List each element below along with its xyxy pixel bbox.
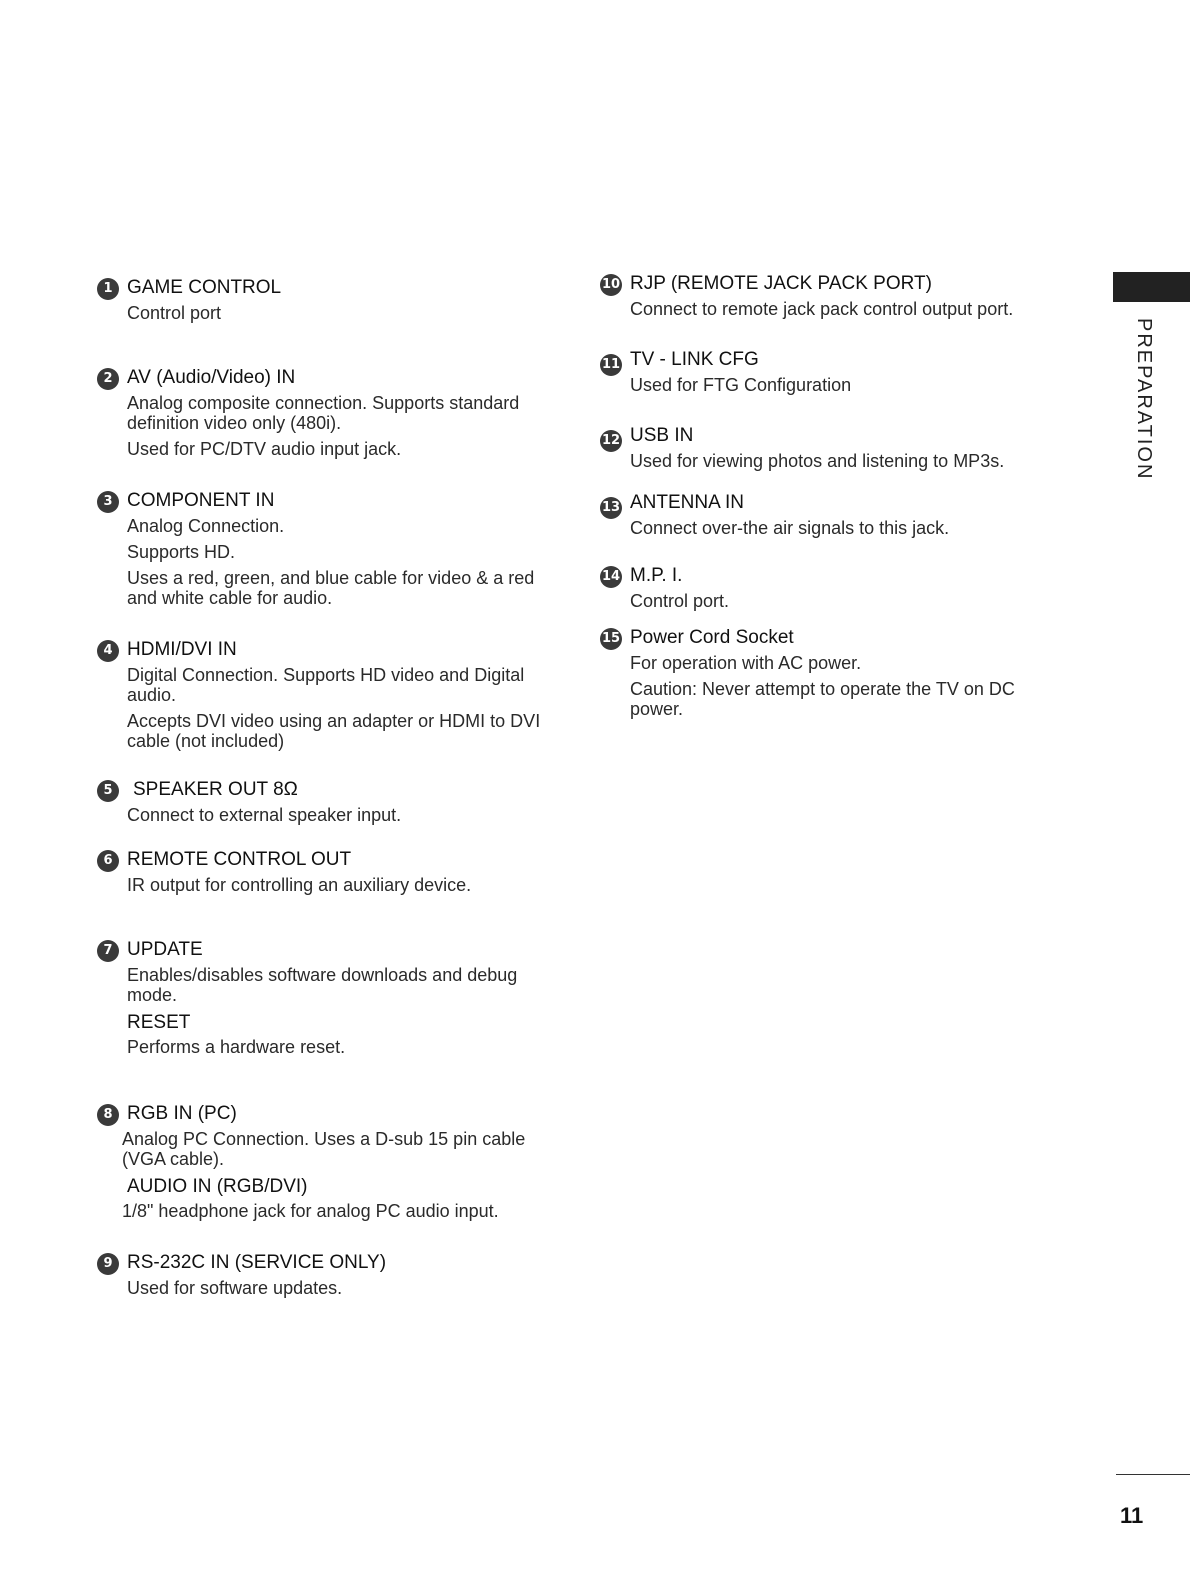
number-badge: 8 <box>97 1104 119 1126</box>
number-badge: 13 <box>600 497 622 519</box>
item-description: Analog Connection. <box>127 516 285 536</box>
item-title: AV (Audio/Video) IN <box>127 367 296 388</box>
item-title: REMOTE CONTROL OUT <box>127 849 352 870</box>
item-description: Digital Connection. Supports HD video and Digital audio. <box>127 665 525 705</box>
number-badge: 5 <box>97 780 119 802</box>
item-description: Supports HD. <box>127 542 236 562</box>
item-mpi <box>601 564 1070 617</box>
item-description: Control port. <box>630 591 730 611</box>
number-badge: 3 <box>97 491 119 513</box>
item-title: UPDATE <box>127 939 203 960</box>
item-description: Enables/disables software downloads and debug mode. <box>127 965 518 1005</box>
item-subdescription: Performs a hardware reset. <box>127 1037 346 1057</box>
number-badge: 1 <box>97 278 119 300</box>
item-title: HDMI/DVI IN <box>127 639 237 660</box>
item-description: Analog composite connection. Supports standard definition video only (480i). <box>127 393 520 433</box>
item-remote-control-out <box>103 848 552 901</box>
item-description: IR output for controlling an auxiliary device. <box>127 875 472 895</box>
item-subtitle: AUDIO IN (RGB/DVI) <box>127 1176 308 1197</box>
number-badge: 14 <box>600 566 622 588</box>
item-description: Used for PC/DTV audio input jack. <box>127 439 402 459</box>
item-description: Connect to remote jack pack control output port. <box>630 299 1014 319</box>
item-title: SPEAKER OUT 8Ω <box>133 779 298 800</box>
number-badge: 15 <box>600 628 622 650</box>
number-badge: 11 <box>600 354 622 376</box>
item-update-reset <box>103 938 552 1063</box>
item-description: Caution: Never attempt to operate the TV on DC power. <box>630 679 1015 719</box>
number-badge: 6 <box>97 850 119 872</box>
item-title: Power Cord Socket <box>630 627 794 648</box>
item-title: RJP (REMOTE JACK PACK PORT) <box>630 273 932 294</box>
item-rjp-port <box>601 272 1070 325</box>
number-badge: 12 <box>600 430 622 452</box>
item-title: ANTENNA IN <box>630 492 745 513</box>
item-title: M.P. I. <box>630 565 683 586</box>
item-description: Accepts DVI video using an adapter or HDMI to DVI cable (not included) <box>127 711 541 751</box>
number-badge: 7 <box>97 940 119 962</box>
item-description: Used for software updates. <box>127 1278 343 1298</box>
item-game-control <box>103 276 552 329</box>
section-label: PREPARATION <box>1133 318 1155 481</box>
item-speaker-out <box>103 778 552 831</box>
item-description: Used for FTG Configuration <box>630 375 852 395</box>
item-title: COMPONENT IN <box>127 490 275 511</box>
item-description: For operation with AC power. <box>630 653 862 673</box>
item-rs232c-in <box>103 1251 552 1304</box>
page-number: 11 <box>1120 1503 1144 1528</box>
number-badge: 2 <box>97 368 119 390</box>
item-description: Connect over-the air signals to this jack. <box>630 518 950 538</box>
item-title: GAME CONTROL <box>127 277 282 298</box>
item-usb-in <box>601 424 1070 477</box>
item-title: RS-232C IN (SERVICE ONLY) <box>127 1252 387 1273</box>
item-title: USB IN <box>630 425 694 446</box>
number-badge: 9 <box>97 1253 119 1275</box>
item-antenna-in <box>601 491 1070 544</box>
item-av-in <box>103 366 552 465</box>
item-component-in <box>103 489 552 614</box>
item-description: Analog PC Connection. Uses a D-sub 15 pin cable (VGA cable). <box>122 1129 526 1169</box>
number-badge: 10 <box>600 274 622 296</box>
item-power-cord-socket <box>601 626 1070 725</box>
item-hdmi-dvi-in <box>103 638 552 757</box>
item-tv-link-cfg <box>601 348 1070 401</box>
item-description: Used for viewing photos and listening to MP3s. <box>630 451 1005 471</box>
item-description: Uses a red, green, and blue cable for video & a red and white cable for audio. <box>127 568 535 608</box>
item-title: RGB IN (PC) <box>127 1103 237 1124</box>
item-subtitle: RESET <box>127 1012 191 1033</box>
item-description: Connect to external speaker input. <box>127 805 402 825</box>
item-subdescription: 1/8" headphone jack for analog PC audio input. <box>122 1201 499 1221</box>
item-description: Control port <box>127 303 222 323</box>
number-badge: 4 <box>97 640 119 662</box>
item-title: TV - LINK CFG <box>630 349 759 370</box>
section-tab-marker <box>1113 272 1190 302</box>
footer-divider <box>1116 1474 1190 1475</box>
item-rgb-in <box>103 1102 552 1227</box>
